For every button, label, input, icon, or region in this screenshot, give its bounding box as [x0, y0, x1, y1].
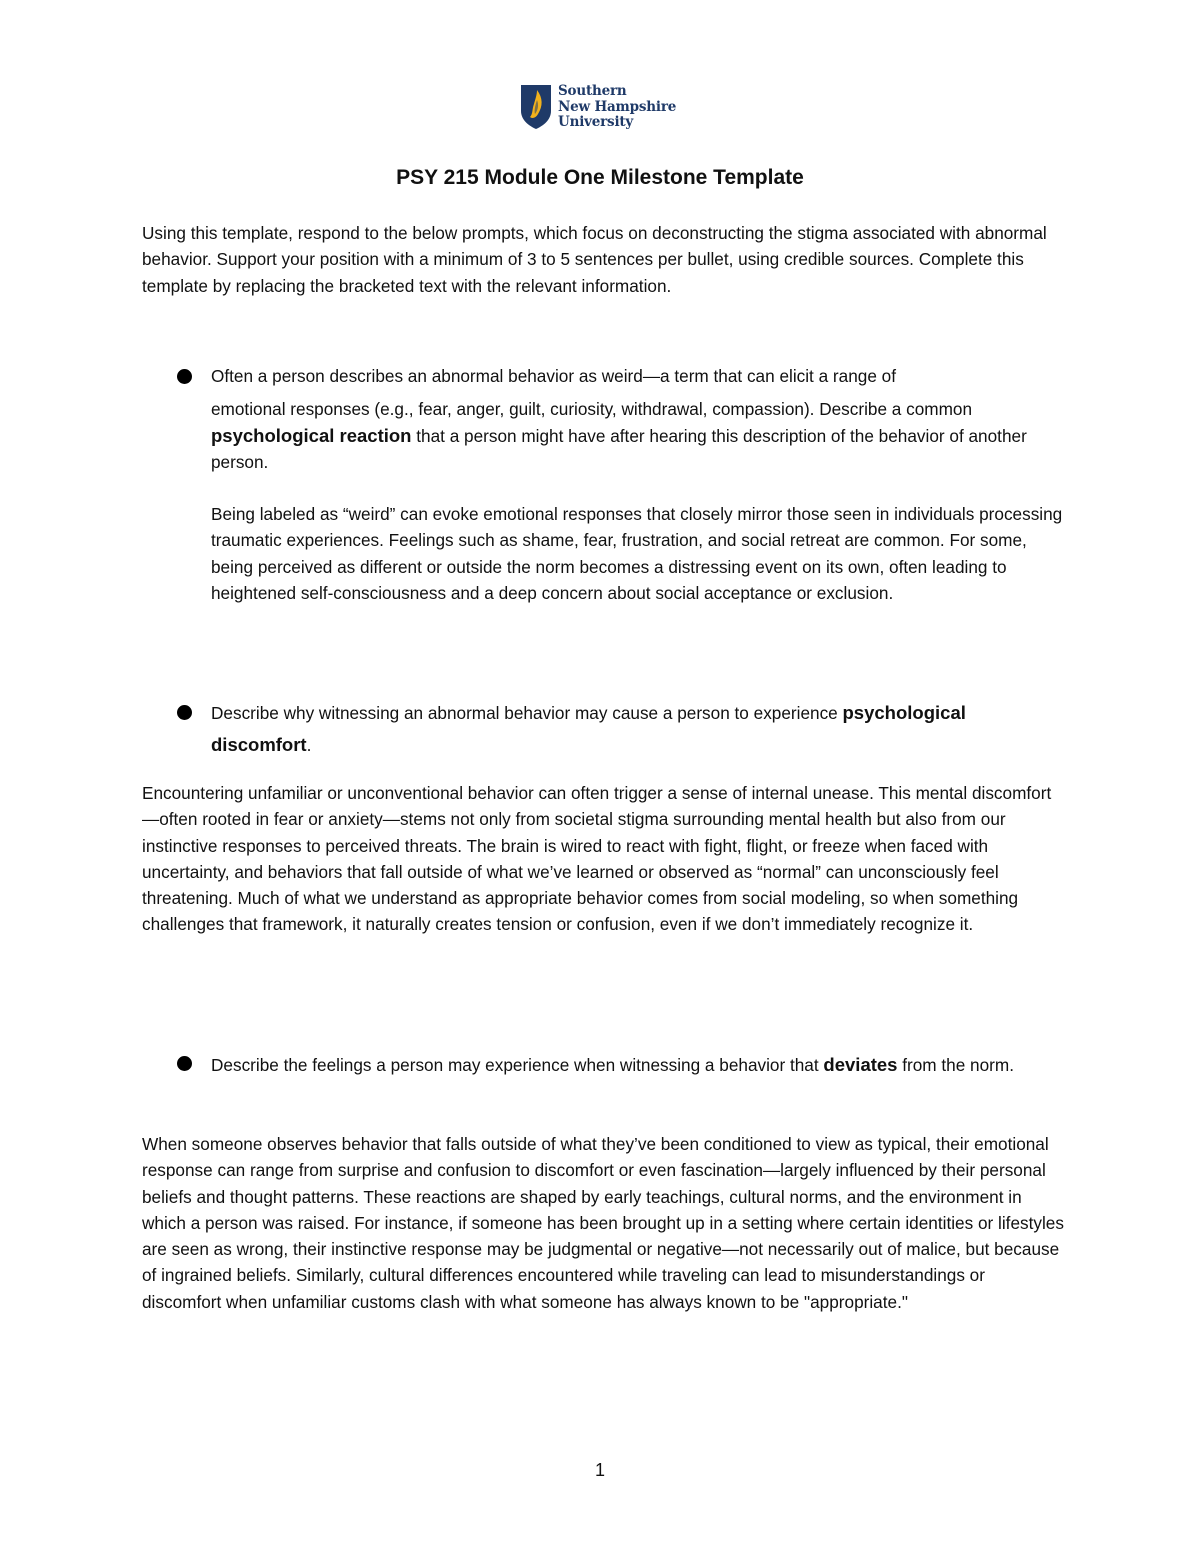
- bullet-dot-icon: [177, 369, 192, 384]
- bullet-dot-icon: [177, 705, 192, 720]
- page-number: 1: [594, 1460, 605, 1480]
- prompt-2-text-end: .: [306, 735, 312, 755]
- answer-1: Being labeled as “weird” can evoke emotional responses that closely mirror those seen in individuals processing traumatic experiences. Feelings such as shame, fear, frustration, and social retreat are common. For some, being perceived as different or outside the norm becomes a distressing event on its own, often leading to heightened self-consciousness and a deep concern about social acceptance or exclusion.: [211, 504, 1063, 603]
- logo-line-2: New Hampshire: [558, 98, 677, 115]
- prompt-1: [211, 363, 1061, 475]
- prompt-2: [211, 697, 1061, 761]
- prompt-3-text-end: from the norm.: [897, 1055, 1014, 1075]
- intro-paragraph: Using this template, respond to the below prompts, which focus on deconstructing the stigma associated with abnormal behavior. Support your position with a minimum of 3 to 5 sentences per bullet, using credible sources. Complete this template by replacing the bracketed text with the relevant information.: [142, 223, 1047, 296]
- logo-wordmark: [558, 84, 676, 131]
- prompt-2-text: Describe why witnessing an abnormal behavior may cause a person to experience: [211, 703, 843, 723]
- prompt-1-keyword: psychological reaction: [211, 424, 412, 446]
- prompt-1-text-end: that a person might have after hearing this description of the behavior of another person.: [211, 425, 1027, 472]
- prompt-1-text: emotional responses (e.g., fear, anger, guilt, curiosity, withdrawal, compassion). Describe a common: [211, 399, 973, 420]
- answer-2: Encountering unfamiliar or unconventional behavior can often trigger a sense of internal unease. This mental discomfort—often rooted in fear or anxiety—stems not only from societal stigma surrounding mental health but also from our instinctive responses to perceived threats. The brain is wired to react with fight, flight, or freeze when faced with uncertainty, and behaviors that fall outside of what we’ve learned or observed as “normal” can unconsciously feel threatening. Much of what we understand as appropriate behavior comes from social modeling, so when something challenges that framework, it naturally creates tension or confusion, even if we don’t immediately recognize it.: [142, 783, 1052, 935]
- prompt-3-keyword: deviates: [823, 1054, 898, 1075]
- answer-3: When someone observes behavior that falls outside of what they’ve been conditioned to view as typical, their emotional response can range from surprise and confusion to discomfort or even fascination—largely influenced by their personal beliefs and thought patterns. These reactions are shaped by early teachings, cultural norms, and the environment in which a person was raised. For instance, if someone has been brought up in a setting where certain identities or lifestyles are seen as wrong, their instinctive response may be judgmental or negative—not necessarily out of malice, but because of ingrained beliefs. Similarly, cultural differences encountered while traveling can lead to misunderstandings or discomfort when unfamiliar customs clash with what someone has always known to be "appropriate.": [142, 1134, 1064, 1312]
- university-logo: [520, 84, 676, 131]
- prompt-3: [211, 1048, 1061, 1082]
- logo-line-1: Southern: [558, 83, 627, 99]
- prompt-3-text: Describe the feelings a person may experience when witnessing a behavior that: [211, 1055, 824, 1075]
- bullet-dot-icon: [177, 1056, 192, 1071]
- document-title: PSY 215 Module One Milestone Template: [396, 166, 804, 189]
- prompt-2-keyword: psychological discomfort: [211, 702, 966, 755]
- logo-line-3: University: [558, 114, 634, 130]
- shield-flame-icon: [520, 84, 552, 130]
- prompt-1-first-line: Often a person describes an abnormal behavior as weird—a term that can elicit a range of: [211, 366, 896, 386]
